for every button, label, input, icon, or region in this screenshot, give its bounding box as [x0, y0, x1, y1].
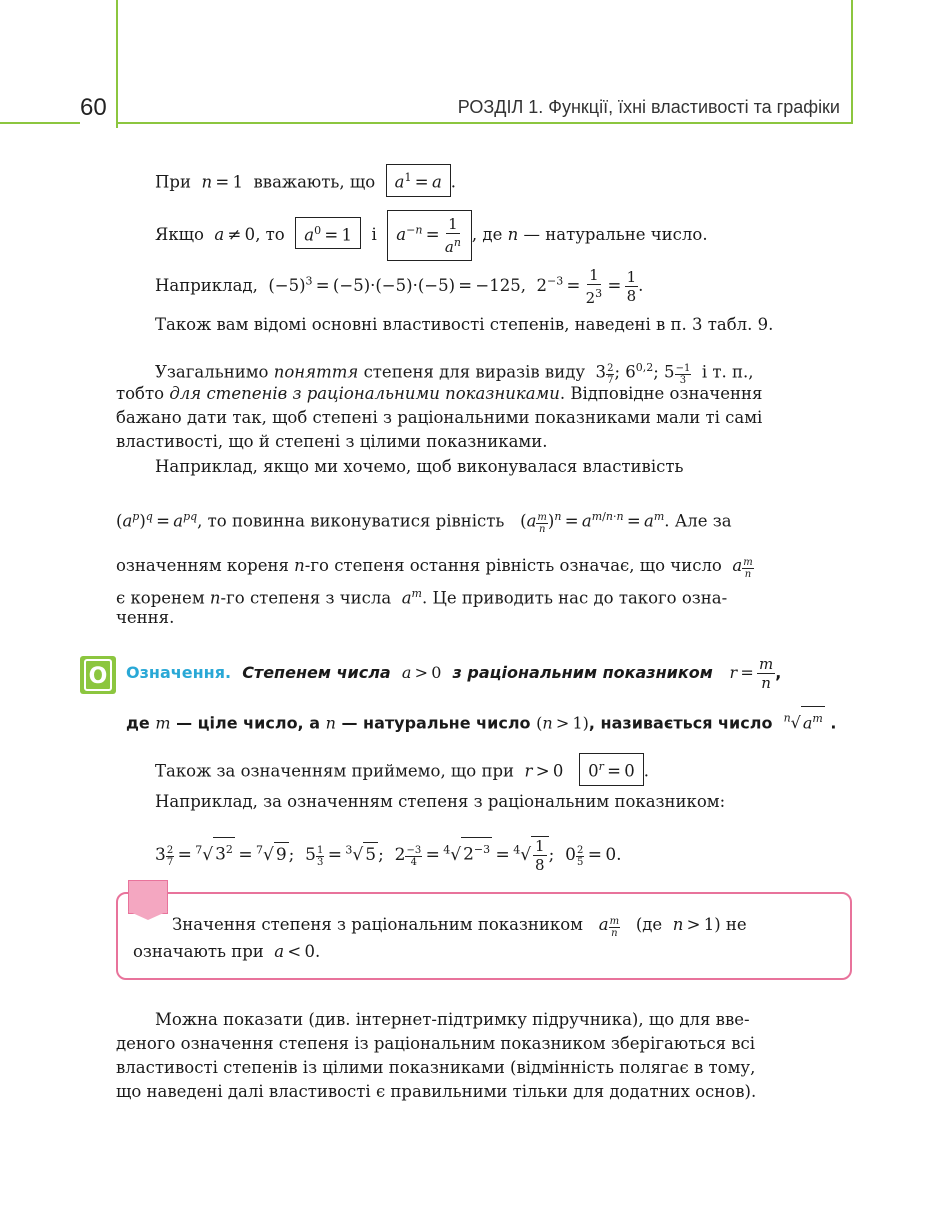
- formula-box: $0^r = 0$: [579, 753, 644, 786]
- text-line: бажано дати так, щоб степені з раціональними показниками мали ті самі: [116, 408, 763, 427]
- formula-box: $a^0 = 1$: [295, 217, 361, 250]
- definition-line-2: де m — ціле число, а n — натуральне число (n > 1), називається число $^n$√ $a^m$ .: [126, 706, 837, 735]
- text-line: Також за означенням приймемо, що при r > 0 $0^r = 0$ .: [155, 753, 649, 786]
- note-line-1: Значення степеня з раціональним показником a $\frac{m}{n}$ (де n > 1) не: [172, 915, 747, 939]
- text-line: властивості, що й степені з цілими показниками.: [116, 432, 548, 451]
- page-number: 60: [80, 94, 107, 121]
- text-line: деного означення степеня із раціональним показником зберігаються всі: [116, 1034, 756, 1053]
- definition-label: Означення.: [126, 663, 232, 682]
- text-line: $(a^p)^q = a^{pq}$, то повинна виконуватися рівність (a $\frac{m}{n}$ )$^n = a^{m/n\cdot n} = a^m$. Але за: [116, 510, 732, 535]
- header-frame-vertical: [116, 0, 118, 128]
- running-header: РОЗДІЛ 1. Функції, їхні властивості та графіки: [457, 97, 840, 117]
- text-line: властивості степенів із цілими показниками (відмінність полягає в тому,: [116, 1058, 756, 1077]
- text-line: При n = 1 вважають, що $a^1 = a$ .: [155, 164, 456, 197]
- text-line: Наприклад, якщо ми хочемо, щоб виконувалася властивість: [155, 457, 684, 476]
- text-line: Якщо a ≠ 0, то $a^0 = 1$ і $a^{-n}$ = $\frac{1}{a^n}$ , де n — натуральне число.: [155, 210, 708, 261]
- note-line-2: означають при a < 0.: [133, 942, 321, 961]
- formula-box: $a^{-n}$ = $\frac{1}{a^n}$: [387, 210, 472, 261]
- text-line: чення.: [116, 608, 175, 627]
- text-line: Наприклад, $(-5)^3 = (-5)\cdot(-5)\cdot(-5) = -125$, $2^{-3}$ = $\frac{1}{2^3}$ = $\frac{1}{8}$ .: [155, 266, 644, 307]
- note-bookmark-icon: [128, 880, 168, 914]
- text-line: Можна показати (див. інтернет-підтримку підручника), що для вве-: [155, 1010, 750, 1029]
- header-rule-left: [0, 122, 80, 124]
- text-line: є коренем n-го степеня з числа $a^m$. Це приводить нас до такого озна-: [116, 587, 728, 608]
- formula-box: $a^1 = a$: [386, 164, 451, 197]
- note-bookmark-tip: [128, 911, 168, 920]
- examples-formula: 3 $\frac{2}{7}$ = $^7$√ $3^2 = ^7√$ 9 ; 5 $\frac{1}{3}$ = $^3$√ 5 ; 2 $\frac{-3}{4}$ = $^4$√ $2^{-3} = ^4√$ $\frac{1}{8}$ ; 0 $\frac{2}{5}$ = 0.: [155, 837, 622, 874]
- definition-line-1: Означення. Степенем числа a > 0 з раціональним показником r = $\frac{m}{n}$ ,: [126, 655, 782, 692]
- text-line: Також вам відомі основні властивості степенів, наведені в п. 3 табл. 9.: [155, 315, 774, 334]
- header-frame-right: [851, 0, 853, 124]
- text-line: що наведені далі властивості є правильними тільки для додатних основ).: [116, 1082, 757, 1101]
- text-line: означенням кореня n-го степеня остання рівність означає, що число a $\frac{m}{n}$: [116, 556, 753, 580]
- header-rule: [116, 122, 853, 124]
- text-line: Узагальнимо поняття степеня для виразів виду 3 $\frac{2}{7}$ ; 6$^{0,2}$; 5 $\frac{-1}{3}$ і т. п.,: [155, 361, 754, 386]
- definition-marker-icon: О: [80, 656, 116, 694]
- text-line: тобто для степенів з раціональними показниками. Відповідне означення: [116, 384, 763, 403]
- text-line: Наприклад, за означенням степеня з раціональним показником:: [155, 792, 726, 811]
